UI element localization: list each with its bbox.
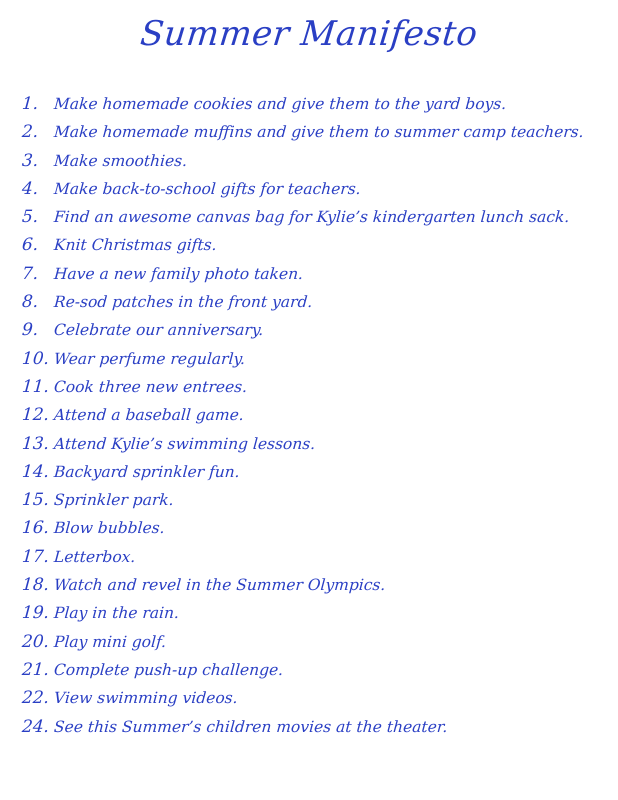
item-text: Celebrate our anniversary. bbox=[53, 321, 265, 340]
item-number: 24. bbox=[21, 716, 50, 737]
page-title: Summer Manifesto bbox=[138, 14, 480, 54]
list-item bbox=[21, 147, 613, 175]
item-text: Sprinkler park. bbox=[53, 491, 175, 510]
list-item bbox=[21, 231, 613, 259]
item-number: 19. bbox=[21, 603, 50, 624]
item-number: 5. bbox=[21, 207, 39, 228]
item-text: Blow bubbles. bbox=[53, 519, 166, 538]
item-text: Make homemade cookies and give them to the yard boys. bbox=[53, 95, 507, 114]
item-number: 14. bbox=[21, 462, 50, 482]
item-number: 6. bbox=[21, 235, 39, 256]
item-number: 16. bbox=[21, 518, 50, 539]
item-text: Wear perfume regularly. bbox=[53, 349, 246, 368]
list-item bbox=[21, 430, 613, 458]
item-number: 22. bbox=[21, 688, 50, 709]
item-text: Re-sod patches in the front yard. bbox=[53, 293, 314, 312]
list-item bbox=[21, 458, 613, 486]
item-text: Watch and revel in the Summer Olympics. bbox=[53, 576, 386, 595]
item-text: Attend a baseball game. bbox=[53, 406, 245, 425]
item-text: Find an awesome canvas bag for Kylie’s kindergarten lunch sack. bbox=[53, 208, 570, 227]
list-item bbox=[21, 486, 613, 514]
item-number: 20. bbox=[21, 631, 50, 652]
item-text: Complete push-up challenge. bbox=[53, 661, 284, 680]
item-text: Have a new family photo taken. bbox=[53, 264, 304, 283]
item-text: Attend Kylie’s swimming lessons. bbox=[53, 434, 316, 453]
list-item bbox=[21, 316, 613, 344]
list-item bbox=[21, 713, 613, 741]
item-number: 3. bbox=[21, 150, 39, 171]
list-item bbox=[21, 571, 613, 599]
list-item bbox=[21, 373, 613, 401]
item-number: 7. bbox=[21, 263, 39, 284]
list-item bbox=[21, 203, 613, 231]
list-item bbox=[21, 628, 613, 656]
item-number: 15. bbox=[21, 490, 50, 511]
list-item bbox=[21, 543, 613, 571]
item-number: 21. bbox=[21, 660, 50, 681]
item-number: 11. bbox=[21, 377, 50, 398]
item-text: Backyard sprinkler fun. bbox=[53, 463, 241, 481]
manifesto-list bbox=[22, 90, 612, 741]
item-text: Make smoothies. bbox=[53, 151, 188, 170]
item-number: 18. bbox=[21, 575, 50, 596]
item-text: Make back-to-school gifts for teachers. bbox=[53, 180, 362, 199]
list-item bbox=[21, 684, 613, 712]
list-item bbox=[21, 90, 613, 118]
list-item bbox=[21, 656, 613, 684]
item-text: Make homemade muffins and give them to summer camp teachers. bbox=[53, 123, 585, 142]
item-number: 13. bbox=[21, 433, 50, 454]
item-text: See this Summer’s children movies at the theater. bbox=[53, 717, 449, 736]
item-number: 8. bbox=[21, 292, 39, 313]
item-number: 4. bbox=[21, 179, 39, 200]
list-item bbox=[21, 118, 613, 146]
list-item bbox=[21, 401, 613, 429]
item-number: 9. bbox=[21, 320, 39, 341]
item-number: 2. bbox=[21, 122, 39, 143]
item-text: Play in the rain. bbox=[53, 604, 180, 623]
item-number: 17. bbox=[21, 546, 50, 567]
item-number: 10. bbox=[21, 348, 50, 369]
list-item bbox=[21, 260, 613, 288]
list-item bbox=[21, 345, 613, 373]
list-item bbox=[21, 175, 613, 203]
item-text: Knit Christmas gifts. bbox=[53, 236, 218, 255]
list-item bbox=[21, 514, 613, 542]
item-text: Play mini golf. bbox=[53, 632, 167, 651]
list-item bbox=[21, 599, 613, 627]
item-number: 12. bbox=[21, 405, 50, 426]
item-text: View swimming videos. bbox=[53, 689, 239, 708]
list-item bbox=[21, 288, 613, 316]
item-text: Letterbox. bbox=[53, 547, 137, 566]
item-number: 1. bbox=[21, 94, 39, 115]
item-text: Cook three new entrees. bbox=[53, 378, 248, 397]
